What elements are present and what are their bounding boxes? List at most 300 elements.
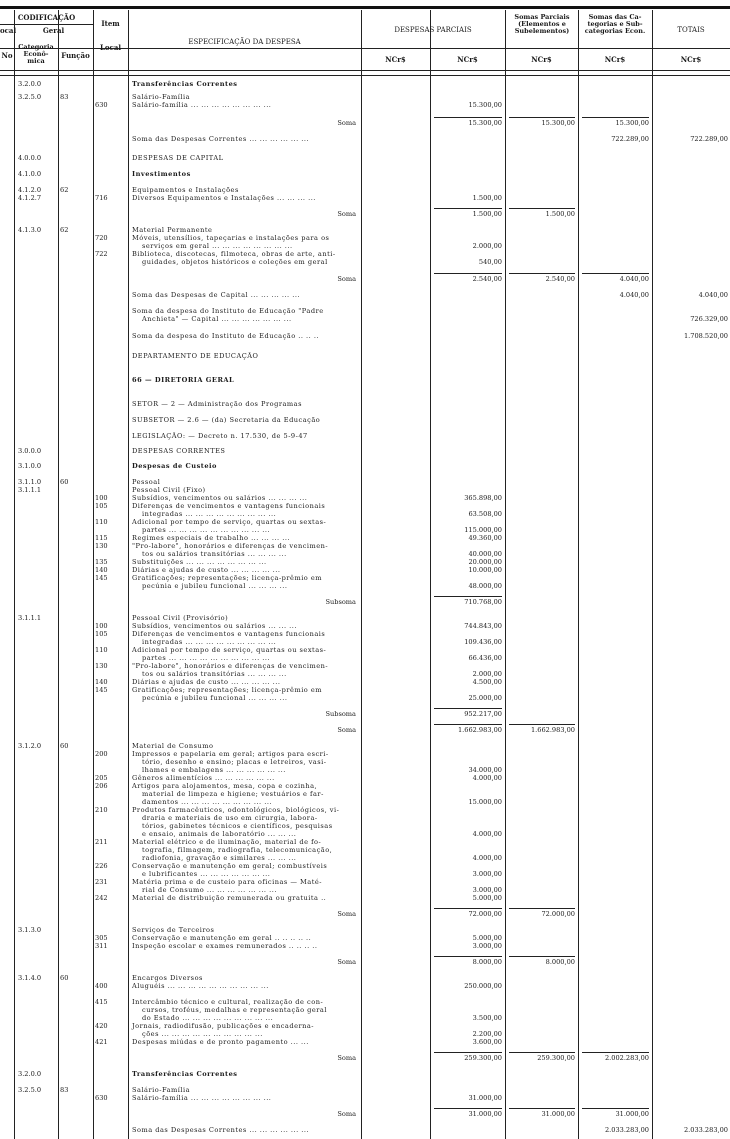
- spec-text: Serviços de Terceiros: [132, 926, 215, 934]
- table-row: [0, 416, 730, 424]
- table-row: [0, 315, 730, 323]
- table-row: [0, 1006, 730, 1014]
- sum-rule: [509, 1052, 575, 1053]
- amount-p2: 1.500,00: [472, 210, 502, 218]
- table-row: [0, 1030, 730, 1038]
- spec-text: Subsídios, vencimentos ou salários ... ... ...: [132, 622, 297, 630]
- amount-p2: 3.600,00: [472, 1038, 502, 1046]
- spec-text: Regimes especiais de trabalho ... ... ... ...: [132, 534, 291, 542]
- table-row: [0, 1094, 730, 1102]
- soma-label: Subsoma: [325, 710, 356, 718]
- function-code: 60: [60, 974, 69, 982]
- item-code: 135: [95, 558, 108, 566]
- item-code: 140: [95, 566, 108, 574]
- table-row: [0, 566, 730, 574]
- spec-text: Diárias e ajudas de custo ... ... ... ... ...: [132, 566, 281, 574]
- header-ncr: NCr$: [385, 55, 406, 64]
- category-code: 3.2.5.0: [18, 1086, 42, 1094]
- header-rule: [0, 75, 730, 76]
- category-code: 3.0.0.0: [18, 447, 42, 455]
- table-row: [0, 1054, 730, 1062]
- category-code: 3.1.0.0: [18, 462, 42, 470]
- table-row: [0, 135, 730, 143]
- table-row: [0, 376, 730, 384]
- spec-text: Material elétrico e de iluminação, material de fo-: [132, 838, 322, 846]
- header-local: ocal: [0, 26, 17, 35]
- table-row: [0, 910, 730, 918]
- function-code: 60: [60, 478, 69, 486]
- amount-p5: 4.040,00: [698, 291, 728, 299]
- sum-rule: [509, 273, 575, 274]
- amount-p3: 72.000,00: [541, 910, 575, 918]
- spec-text: guidades, objetos históricos e coleções em geral: [142, 258, 328, 266]
- spec-text: Soma das Despesas Correntes ... ... ... ... ... ...: [132, 1126, 310, 1134]
- spec-text: e lubrificantes ... ... ... ... ... ... ...: [142, 870, 271, 878]
- table-row: [0, 307, 730, 315]
- spec-text: Intercâmbio técnico e cultural, realização de con-: [132, 998, 324, 1006]
- item-code: 400: [95, 982, 108, 990]
- spec-text: Gêneros alimentícios ... ... ... ... ... ...: [132, 774, 275, 782]
- table-row: [0, 982, 730, 990]
- amount-p2: 34.000,00: [468, 766, 502, 774]
- table-row: [0, 1022, 730, 1030]
- amount-p5: 722.289,00: [690, 135, 728, 143]
- amount-p2: 25.000,00: [468, 694, 502, 702]
- amount-p3: 15.300,00: [541, 119, 575, 127]
- sum-rule: [434, 708, 502, 709]
- table-row: [0, 798, 730, 806]
- soma-label: Soma: [337, 910, 356, 918]
- table-row: [0, 462, 730, 470]
- table-row: [0, 234, 730, 242]
- sum-rule: [509, 956, 575, 957]
- item-code: 720: [95, 234, 108, 242]
- table-row: [0, 250, 730, 258]
- soma-label: Soma: [337, 958, 356, 966]
- table-row: [0, 526, 730, 534]
- item-code: 140: [95, 678, 108, 686]
- table-row: [0, 630, 730, 638]
- header-geral: Geral: [42, 26, 65, 35]
- soma-label: Soma: [337, 1054, 356, 1062]
- spec-text: 66 — DIRETORIA GERAL: [132, 376, 235, 384]
- spec-text: Soma das Despesas de Capital ... ... ... ... ...: [132, 291, 301, 299]
- table-row: [0, 502, 730, 510]
- amount-p2: 2.000,00: [472, 670, 502, 678]
- soma-label: Soma: [337, 275, 356, 283]
- table-row: [0, 494, 730, 502]
- table-row: [0, 1086, 730, 1094]
- sum-rule: [582, 273, 649, 274]
- table-row: [0, 846, 730, 854]
- table-row: [0, 622, 730, 630]
- sum-rule: [434, 208, 502, 209]
- soma-label: Subsoma: [325, 598, 356, 606]
- table-row: [0, 574, 730, 582]
- table-row: [0, 750, 730, 758]
- amount-p2: 3.000,00: [472, 886, 502, 894]
- table-row: [0, 582, 730, 590]
- category-code: 3.1.1.1: [18, 486, 42, 494]
- category-code: 3.2.0.0: [18, 80, 42, 88]
- table-row: [0, 694, 730, 702]
- sum-rule: [509, 117, 575, 118]
- spec-text: Despesas de Custeio: [132, 462, 217, 470]
- spec-text: tório, desenho e ensino; placas e letreiros, vasi-: [142, 758, 327, 766]
- function-code: 62: [60, 226, 69, 234]
- spec-text: Adicional por tempo de serviço, quartas ou sextas-: [132, 646, 327, 654]
- table-row: [0, 598, 730, 606]
- table-row: [0, 1110, 730, 1118]
- spec-text: Salário-família ... ... ... ... ... ... ... ...: [132, 101, 272, 109]
- category-code: 3.1.1.1: [18, 614, 42, 622]
- table-row: [0, 942, 730, 950]
- amount-p4: 722.289,00: [611, 135, 649, 143]
- header-somas-categorias: Somas das Ca- tegorias e Sub- categorias Econ.: [584, 13, 646, 35]
- amount-p4: 4.040,00: [619, 275, 649, 283]
- category-code: 3.2.0.0: [18, 1070, 42, 1078]
- table-row: [0, 886, 730, 894]
- amount-p3: 259.300,00: [537, 1054, 575, 1062]
- spec-text: damentos ... ... ... ... ... ... ... ... ...: [142, 798, 273, 806]
- table-row: [0, 119, 730, 127]
- header-rule: [0, 24, 93, 25]
- amount-p2: 4.000,00: [472, 774, 502, 782]
- table-row: [0, 154, 730, 162]
- amount-p2: 15.000,00: [468, 798, 502, 806]
- spec-text: Material de distribuição remunerada ou gratuita ..: [132, 894, 327, 902]
- amount-p2: 2.200,00: [472, 1030, 502, 1038]
- soma-label: Soma: [337, 1110, 356, 1118]
- sum-rule: [434, 1108, 502, 1109]
- amount-p2: 2.540,00: [472, 275, 502, 283]
- table-row: [0, 758, 730, 766]
- spec-text: SUBSETOR — 2.6 — (da) Secretaria da Educação: [132, 416, 321, 424]
- spec-text: material de limpeza e higiene; vestuários e far-: [142, 790, 324, 798]
- item-code: 226: [95, 862, 108, 870]
- amount-p2: 63.508,00: [468, 510, 502, 518]
- spec-text: DEPARTAMENTO DE EDUCAÇÃO: [132, 352, 259, 360]
- amount-p2: 48.000,00: [468, 582, 502, 590]
- amount-p2: 49.360,00: [468, 534, 502, 542]
- table-row: [0, 830, 730, 838]
- spec-text: Jornais, radiodifusão, publicações e encaderna-: [132, 1022, 315, 1030]
- table-row: [0, 534, 730, 542]
- category-code: 3.1.1.0: [18, 478, 42, 486]
- spec-text: tos ou salários transitórias ... ... ... ...: [142, 670, 287, 678]
- sum-rule: [434, 117, 502, 118]
- table-row: [0, 806, 730, 814]
- table-row: [0, 1126, 730, 1134]
- category-code: 4.1.2.7: [18, 194, 42, 202]
- amount-p4: 2.033.283,00: [604, 1126, 649, 1134]
- table-row: [0, 170, 730, 178]
- spec-text: Soma da despesa do Instituto de Educação .. .. ..: [132, 332, 320, 340]
- spec-text: Matéria prima e de custeio para oficinas — Maté-: [132, 878, 323, 886]
- table-row: [0, 1038, 730, 1046]
- amount-p2: 250.000,00: [464, 982, 502, 990]
- sum-rule: [434, 908, 502, 909]
- spec-text: Aluguéis ... ... ... ... ... ... ... ... ... ...: [132, 982, 269, 990]
- soma-label: Soma: [337, 726, 356, 734]
- amount-p2: 3.000,00: [472, 942, 502, 950]
- amount-p2: 1.500,00: [472, 194, 502, 202]
- header-no: No: [1, 51, 13, 60]
- spec-text: Pessoal: [132, 478, 161, 486]
- table-row: [0, 670, 730, 678]
- amount-p2: 40.000,00: [468, 550, 502, 558]
- amount-p2: 3.000,00: [472, 870, 502, 878]
- spec-text: Encargos Diversos: [132, 974, 203, 982]
- table-row: [0, 782, 730, 790]
- sum-rule: [434, 273, 502, 274]
- amount-p4: 31.000,00: [615, 1110, 649, 1118]
- table-row: [0, 726, 730, 734]
- table-row: [0, 822, 730, 830]
- sum-rule: [582, 117, 649, 118]
- table-row: [0, 101, 730, 109]
- item-code: 415: [95, 998, 108, 1006]
- table-row: [0, 518, 730, 526]
- amount-p2: 66.436,00: [468, 654, 502, 662]
- table-row: [0, 870, 730, 878]
- table-row: [0, 774, 730, 782]
- sum-rule: [434, 956, 502, 957]
- table-row: [0, 352, 730, 360]
- amount-p4: 15.300,00: [615, 119, 649, 127]
- table-row: [0, 638, 730, 646]
- amount-p2: 4.500,00: [472, 678, 502, 686]
- spec-text: Equipamentos e Instalações: [132, 186, 239, 194]
- header-item-local: Local: [99, 43, 122, 52]
- header-despesas-parciais: DESPESAS PARCIAIS: [394, 26, 472, 34]
- table-row: [0, 766, 730, 774]
- item-code: 421: [95, 1038, 108, 1046]
- amount-p5: 1.708.520,00: [683, 332, 728, 340]
- spec-text: Impressos e papelaria em geral; artigos para escri-: [132, 750, 329, 758]
- table-row: [0, 654, 730, 662]
- spec-text: "Pro-labore", honorários e diferenças de vencimen-: [132, 542, 329, 550]
- table-row: [0, 447, 730, 455]
- item-code: 722: [95, 250, 108, 258]
- amount-p2: 710.768,00: [464, 598, 502, 606]
- spec-text: Transferências Correntes: [132, 80, 238, 88]
- table-row: [0, 194, 730, 202]
- spec-text: Móveis, utensílios, tapeçarias e instalações para os: [132, 234, 330, 242]
- item-code: 630: [95, 101, 108, 109]
- spec-text: ções ... ... ... ... ... ... ... ... ... ...: [142, 1030, 263, 1038]
- spec-text: Conservação e manutenção em geral .. .. .. .. ..: [132, 934, 312, 942]
- table-row: [0, 275, 730, 283]
- header-codificacao: CODIFICAÇÃO: [17, 13, 76, 22]
- header-funcao: Função: [61, 51, 90, 60]
- spec-text: Anchieta" — Capital ... ... ... ... ... ... ...: [142, 315, 292, 323]
- spec-text: Produtos farmacêuticos, odontológicos, biológicos, vi-: [132, 806, 340, 814]
- table-row: [0, 894, 730, 902]
- table-row: [0, 226, 730, 234]
- category-code: 4.1.0.0: [18, 170, 42, 178]
- amount-p5: 2.033.283,00: [683, 1126, 728, 1134]
- table-row: [0, 332, 730, 340]
- item-code: 130: [95, 662, 108, 670]
- table-row: [0, 550, 730, 558]
- spec-text: Diferenças de vencimentos e vantagens funcionais: [132, 502, 326, 510]
- spec-text: Material Permanente: [132, 226, 213, 234]
- amount-p2: 10.000,00: [468, 566, 502, 574]
- spec-text: Soma das Despesas Correntes ... ... ... ... ... ...: [132, 135, 310, 143]
- header-ncr: NCr$: [604, 55, 626, 64]
- amount-p2: 744.843,00: [464, 622, 502, 630]
- amount-p3: 31.000,00: [541, 1110, 575, 1118]
- amount-p2: 1.662.983,00: [457, 726, 502, 734]
- spec-text: SETOR — 2 — Administração dos Programas: [132, 400, 302, 408]
- header-ncr: NCr$: [680, 55, 702, 64]
- item-code: 110: [95, 518, 108, 526]
- amount-p2: 5.000,00: [472, 934, 502, 942]
- amount-p2: 3.500,00: [472, 1014, 502, 1022]
- spec-text: pecúnia e jubileu funcional ... ... ... ...: [142, 694, 288, 702]
- table-row: [0, 958, 730, 966]
- table-row: [0, 510, 730, 518]
- amount-p2: 952.217,00: [464, 710, 502, 718]
- spec-text: LEGISLAÇÃO: — Decreto n. 17.530, de 5-9-47: [132, 432, 308, 440]
- spec-text: partes ... ... ... ... ... ... ... ... ... ...: [142, 654, 271, 662]
- spec-text: Biblioteca, discotecas, filmoteca, obras de arte, anti-: [132, 250, 336, 258]
- spec-text: Transferências Correntes: [132, 1070, 238, 1078]
- sum-rule: [509, 724, 575, 725]
- table-row: [0, 862, 730, 870]
- amount-p2: 20.000,00: [468, 558, 502, 566]
- table-row: [0, 210, 730, 218]
- spec-text: tórios, gabinetes técnicos e científicos, pesquisas: [142, 822, 333, 830]
- spec-text: Substituições ... ... ... ... ... ... ... ...: [132, 558, 267, 566]
- table-row: [0, 258, 730, 266]
- item-code: 716: [95, 194, 108, 202]
- item-code: 145: [95, 574, 108, 582]
- item-code: 211: [95, 838, 108, 846]
- category-code: 4.1.2.0: [18, 186, 42, 194]
- table-row: [0, 998, 730, 1006]
- spec-text: e ensaio, animais de laboratório ... ... ...: [142, 830, 297, 838]
- category-code: 3.1.3.0: [18, 926, 42, 934]
- spec-text: integradas ... ... ... ... ... ... ... ... ...: [142, 510, 277, 518]
- table-row: [0, 400, 730, 408]
- spec-text: serviços em geral ... ... ... ... ... ... ... ...: [142, 242, 293, 250]
- amount-p3: 1.500,00: [545, 210, 575, 218]
- amount-p2: 109.436,00: [464, 638, 502, 646]
- spec-text: radiofonia, gravação e similares ... ... ...: [142, 854, 297, 862]
- table-row: [0, 1014, 730, 1022]
- amount-p2: 72.000,00: [468, 910, 502, 918]
- item-code: 105: [95, 630, 108, 638]
- spec-text: do Estado ... ... ... ... ... ... ... ... ...: [142, 1014, 274, 1022]
- spec-text: Gratificações; representações; licença-prêmio em: [132, 686, 323, 694]
- spec-text: Pessoal Civil (Provisório): [132, 614, 229, 622]
- function-code: 62: [60, 186, 69, 194]
- spec-text: DESPESAS DE CAPITAL: [132, 154, 224, 162]
- category-code: 4.0.0.0: [18, 154, 42, 162]
- item-code: 200: [95, 750, 108, 758]
- table-row: [0, 80, 730, 88]
- header-ncr: NCr$: [457, 55, 478, 64]
- amount-p2: 4.000,00: [472, 854, 502, 862]
- amount-p3: 2.540,00: [545, 275, 575, 283]
- item-code: 630: [95, 1094, 108, 1102]
- amount-p2: 15.300,00: [468, 101, 502, 109]
- function-code: 83: [60, 93, 69, 101]
- spec-text: cursos, troféus, medalhas e representação geral: [142, 1006, 327, 1014]
- spec-text: Diferenças de vencimentos e vantagens funcionais: [132, 630, 326, 638]
- table-row: [0, 686, 730, 694]
- item-code: 110: [95, 646, 108, 654]
- amount-p3: 8.000,00: [545, 958, 575, 966]
- spec-text: Despesas miúdas e de pronto pagamento ... ...: [132, 1038, 309, 1046]
- spec-text: Salário-Família: [132, 1086, 191, 1094]
- spec-text: tos ou salários transitórias ... ... ... ...: [142, 550, 287, 558]
- table-row: [0, 662, 730, 670]
- item-code: 115: [95, 534, 108, 542]
- table-row: [0, 646, 730, 654]
- item-code: 100: [95, 494, 108, 502]
- spec-text: DESPESAS CORRENTES: [132, 447, 226, 455]
- header-somas-parciais: Somas Parciais (Elementos e Subelementos): [514, 13, 570, 35]
- function-code: 83: [60, 1086, 69, 1094]
- table-row: [0, 838, 730, 846]
- spec-text: rial de Consumo ... ... ... ... ... ... ...: [142, 886, 277, 894]
- table-row: [0, 542, 730, 550]
- amount-p2: 5.000,00: [472, 894, 502, 902]
- amount-p5: 726.329,00: [690, 315, 728, 323]
- item-code: 231: [95, 878, 108, 886]
- table-row: [0, 742, 730, 750]
- spec-text: integradas ... ... ... ... ... ... ... ... ...: [142, 638, 277, 646]
- sum-rule: [509, 208, 575, 209]
- item-code: 311: [95, 942, 108, 950]
- sum-rule: [509, 908, 575, 909]
- sum-rule: [582, 1108, 649, 1109]
- amount-p2: 31.000,00: [468, 1110, 502, 1118]
- category-code: 3.1.2.0: [18, 742, 42, 750]
- spec-text: Investimentos: [132, 170, 191, 178]
- spec-text: Salário-Família: [132, 93, 191, 101]
- category-code: 3.2.5.0: [18, 93, 42, 101]
- top-rule: [0, 6, 730, 9]
- table-row: [0, 934, 730, 942]
- table-row: [0, 790, 730, 798]
- sum-rule: [434, 1052, 502, 1053]
- header-ncr: NCr$: [531, 55, 552, 64]
- amount-p2: 2.000,00: [472, 242, 502, 250]
- sum-rule: [582, 1052, 649, 1053]
- spec-text: Adicional por tempo de serviço, quartas ou sextas-: [132, 518, 327, 526]
- table-row: [0, 486, 730, 494]
- amount-p3: 1.662.983,00: [530, 726, 575, 734]
- table-row: [0, 854, 730, 862]
- sum-rule: [434, 724, 502, 725]
- item-code: 420: [95, 1022, 108, 1030]
- amount-p2: 365.898,00: [464, 494, 502, 502]
- spec-text: Soma da despesa do Instituto de Educação "Padre: [132, 307, 324, 315]
- table-row: [0, 926, 730, 934]
- table-row: [0, 974, 730, 982]
- table-row: [0, 291, 730, 299]
- spec-text: Conservação e manutenção em geral; combustíveis: [132, 862, 328, 870]
- soma-label: Soma: [337, 119, 356, 127]
- header-rule: [0, 70, 730, 71]
- spec-text: Subsídios, vencimentos ou salários ... ... ... ...: [132, 494, 308, 502]
- item-code: 205: [95, 774, 108, 782]
- spec-text: tografia, filmagem, radiografia, telecomunicação,: [142, 846, 333, 854]
